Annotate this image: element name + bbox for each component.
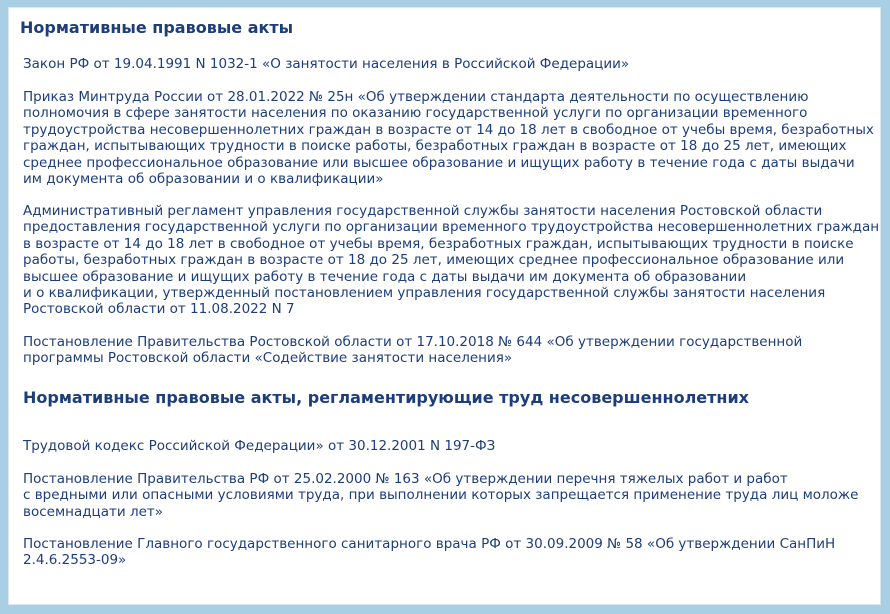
ministry-order-item: Приказ Минтруда России от 28.01.2022 № 25н «Об утверждении стандарта деятельности по осуществлению полномочия в сфере занятости населения по оказанию государственной услуги по организации временного трудоустройства несовершеннолетних граждан в возрасте от 14 до 18 лет в свободное от учебы время, безработных граждан, испытывающих трудности в поиске работы, безработных граждан в возрасте от 18 до 25 лет, имеющих среднее профессиональное образование или высшее образование и ищущих работу в течение года с даты выдачи им документа об образовании и о квалификации» [23, 89, 874, 188]
law-employment-item: Закон РФ от 19.04.1991 N 1032-1 «О занятости населения в Российской Федерации» [23, 56, 630, 72]
government-resolution-item: Постановление Правительства РФ от 25.02.2000 № 163 «Об утверждении перечня тяжелых работ и работ с вредными или опасными условиями труда, при выполнении которых запрещается применение труда лиц моложе восемнадцати лет» [23, 471, 859, 520]
admin-regulation-item: Административный регламент управления государственной службы занятости населения Ростовской области предоставления государственной услуги по организации временного трудоустройства несовершеннолетних граждан в возрасте от 14 до 18 лет в свободное от учебы время, безработных граждан, испытывающих трудности в поиске работы, безработных граждан в возрасте от 18 до 25 лет, имеющих среднее профессиональное образование или высшее образование и ищущих работу в течение года с даты выдачи им документа об образовании и о квалификации, утвержденный постановлением управления государственной службы занятости населения Ростовской области от 11.08.2022 N 7 [23, 203, 880, 318]
regional-resolution-item: Постановление Правительства Ростовской области от 17.10.2018 № 644 «Об утверждении государственной программы Ростовской области «Содействие занятости населения» [23, 334, 803, 367]
section2-title: Нормативные правовые акты, регламентирующие труд несовершеннолетних [23, 388, 749, 407]
labor-code-item: Трудовой кодекс Российской Федерации» от 30.12.2001 N 197-ФЗ [23, 438, 496, 454]
content-panel [9, 8, 880, 604]
section1-title: Нормативные правовые акты [20, 18, 294, 37]
sanitary-resolution-item: Постановление Главного государственного санитарного врача РФ от 30.09.2009 № 58 «Об утверждении СанПиН 2.4.6.2553-09» [23, 536, 836, 569]
